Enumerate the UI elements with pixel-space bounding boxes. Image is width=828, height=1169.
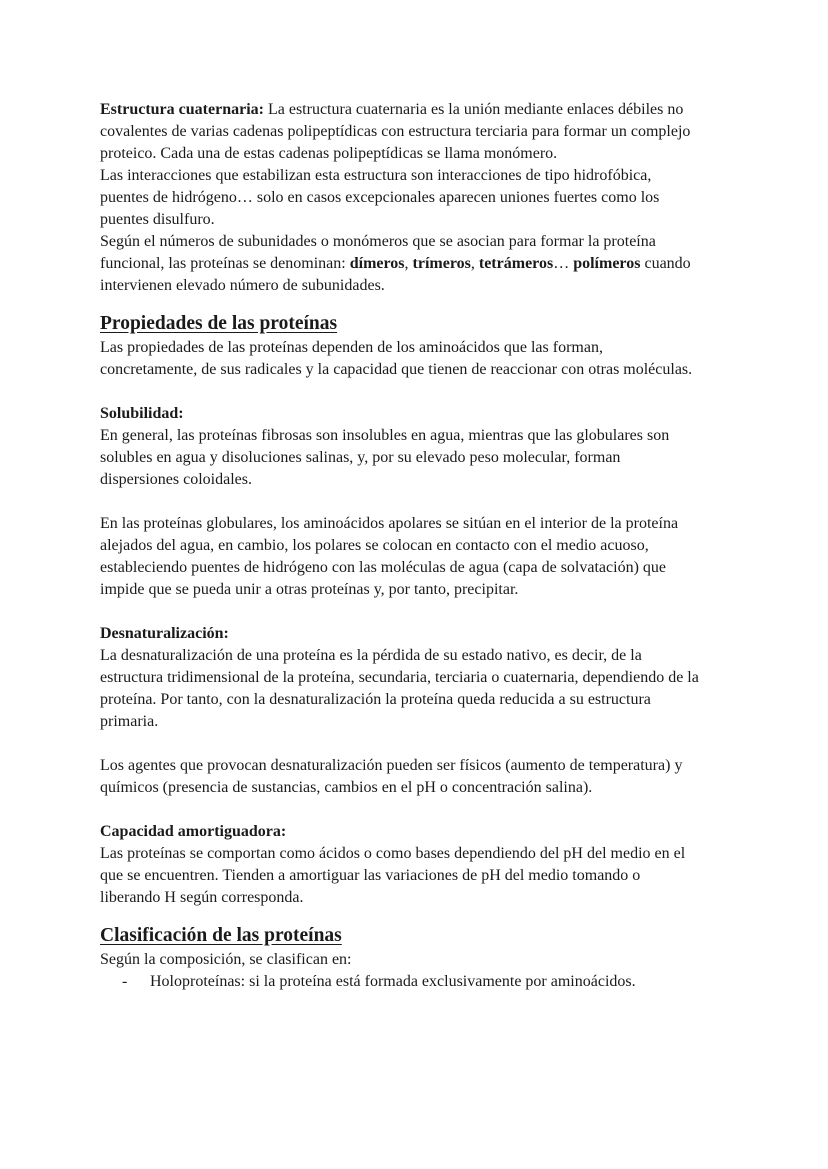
paragraph-line: que se encuentren. Tienden a amortiguar las variaciones de pH del medio tomando o xyxy=(100,867,641,884)
text: cuando xyxy=(640,255,691,272)
document-page xyxy=(100,99,740,993)
paragraph-line: proteína. Por tanto, con la desnaturalización la proteína queda reducida a su estructura xyxy=(100,691,651,708)
paragraph-line: concretamente, de sus radicales y la capacidad que tienen de reaccionar con otras moléculas. xyxy=(100,361,693,378)
paragraph-line: impide que se pueda unir a otras proteínas y, por tanto, precipitar. xyxy=(100,581,519,598)
paragraph-line: intervienen elevado número de subunidades. xyxy=(100,277,385,294)
heading-clasificacion: Clasificación de las proteínas xyxy=(100,925,342,946)
paragraph-line: La desnaturalización de una proteína es la pérdida de su estado nativo, es decir, de la xyxy=(100,647,642,664)
paragraph-line: Las proteínas se comportan como ácidos o como bases dependiendo del pH del medio en el xyxy=(100,845,686,862)
text: … xyxy=(553,255,574,272)
term-polimeros: polímeros xyxy=(573,255,641,272)
list-item-text: Holoproteínas: si la proteína está formada exclusivamente por aminoácidos. xyxy=(150,973,636,990)
paragraph-line xyxy=(100,99,740,121)
paragraph-line: En general, las proteínas fibrosas son insolubles en agua, mientras que las globulares son xyxy=(100,427,670,444)
subheading-solubilidad: Solubilidad: xyxy=(100,405,184,422)
paragraph-line: estableciendo puentes de hidrógeno con las moléculas de agua (capa de solvatación) que xyxy=(100,559,666,576)
paragraph-line: Las interacciones que estabilizan esta estructura son interacciones de tipo hidrofóbica, xyxy=(100,167,652,184)
paragraph-line: Las propiedades de las proteínas dependen de los aminoácidos que las forman, xyxy=(100,339,603,356)
text: , xyxy=(470,255,479,272)
paragraph-line: Los agentes que provocan desnaturalización pueden ser físicos (aumento de temperatura) y xyxy=(100,757,683,774)
paragraph-line: liberando H según corresponda. xyxy=(100,889,304,906)
paragraph-line: dispersiones coloidales. xyxy=(100,471,252,488)
term-dimeros: dímeros xyxy=(349,255,405,272)
list-item xyxy=(100,971,740,993)
text: , xyxy=(404,255,413,272)
paragraph-line: Según el números de subunidades o monómeros que se asocian para formar la proteína xyxy=(100,233,656,250)
paragraph-line: estructura tridimensional de la proteína, secundaria, terciaria o cuaternaria, dependiendo de la xyxy=(100,669,699,686)
subheading-capacidad-amortiguadora: Capacidad amortiguadora: xyxy=(100,823,287,840)
subheading-desnaturalizacion: Desnaturalización: xyxy=(100,625,229,642)
paragraph-line: puentes de hidrógeno… solo en casos excepcionales aparecen uniones fuertes como los xyxy=(100,189,660,206)
paragraph-line xyxy=(100,253,740,275)
text: La estructura cuaternaria es la unión mediante enlaces débiles no xyxy=(263,101,684,118)
paragraph-line: Según la composición, se clasifican en: xyxy=(100,951,352,968)
term-trimeros: trímeros xyxy=(412,255,471,272)
paragraph-line: químicos (presencia de sustancias, cambios en el pH o concentración salina). xyxy=(100,779,593,796)
paragraph-line: primaria. xyxy=(100,713,159,730)
paragraph-line: solubles en agua y disoluciones salinas, y, por su elevado peso molecular, forman xyxy=(100,449,621,466)
dash-bullet: - xyxy=(122,973,128,990)
section-estructura-cuaternaria xyxy=(100,99,740,297)
term-tetrameros: tetrámeros xyxy=(478,255,554,272)
paragraph-line: alejados del agua, en cambio, los polares se colocan en contacto con el medio acuoso, xyxy=(100,537,649,554)
paragraph-line: covalentes de varias cadenas polipeptídicas con estructura terciaria para formar un complejo xyxy=(100,123,691,140)
term-label: Estructura cuaternaria: xyxy=(100,101,264,118)
paragraph-line: En las proteínas globulares, los aminoácidos apolares se sitúan en el interior de la proteína xyxy=(100,515,679,532)
paragraph-line: puentes disulfuro. xyxy=(100,211,215,228)
paragraph-line: proteico. Cada una de estas cadenas polipeptídicas se llama monómero. xyxy=(100,145,558,162)
heading-propiedades: Propiedades de las proteínas xyxy=(100,313,338,334)
text: funcional, las proteínas se denominan: xyxy=(100,255,350,272)
